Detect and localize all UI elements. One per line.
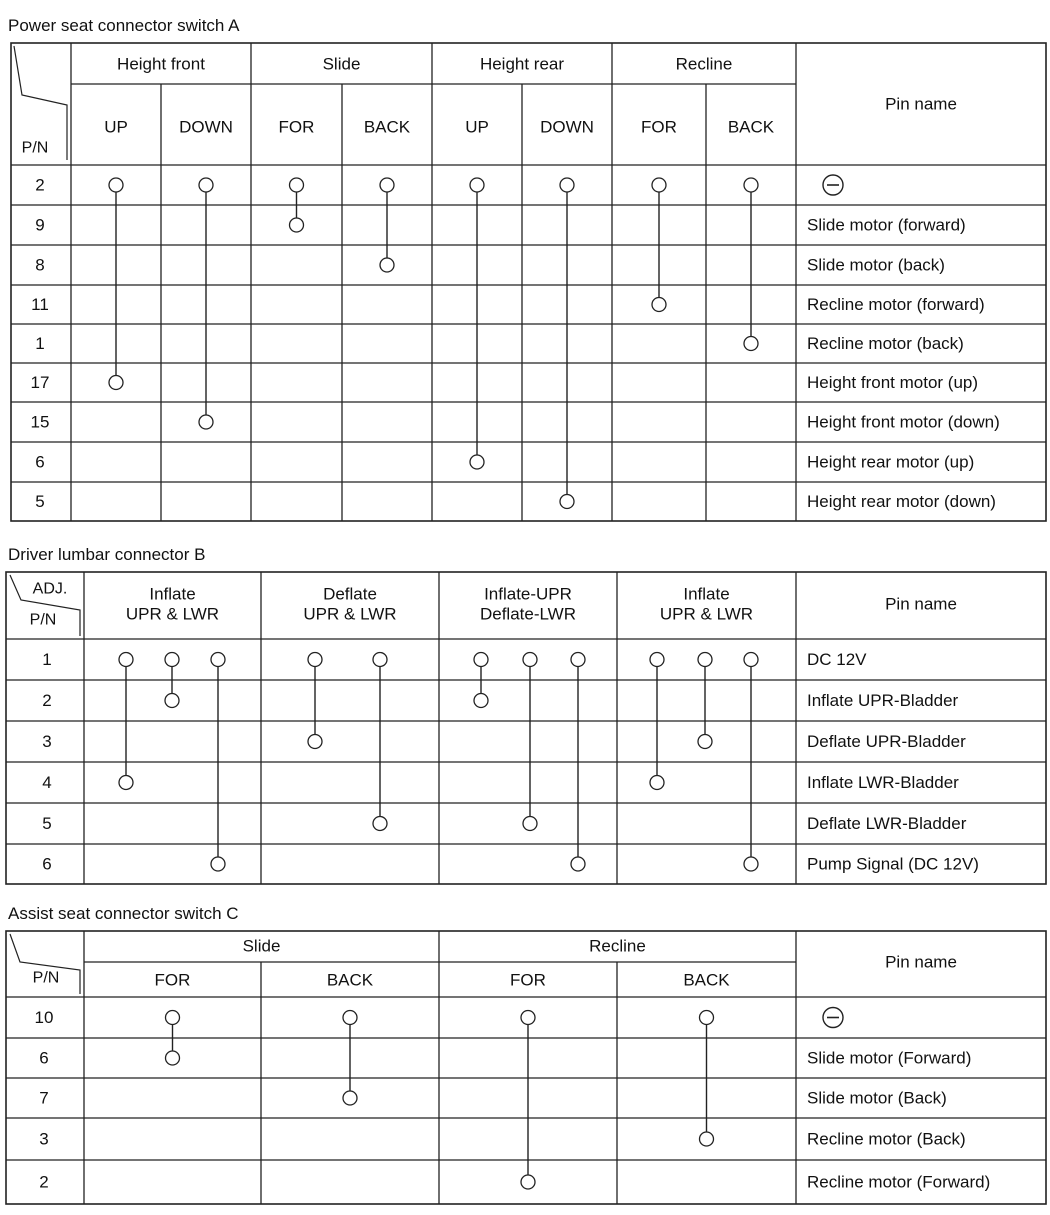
table-c-group-header: Recline bbox=[589, 936, 646, 956]
table-b-terminal-circle bbox=[308, 735, 322, 749]
table-a-pin-name: Recline motor (back) bbox=[807, 334, 964, 353]
table-b-terminal-circle bbox=[308, 653, 322, 667]
table-b-terminal-circle bbox=[165, 694, 179, 708]
table-c-pin-number: 7 bbox=[39, 1088, 49, 1108]
table-c-pin-name: Slide motor (Back) bbox=[807, 1088, 947, 1108]
table-b-terminal-circle bbox=[698, 735, 712, 749]
table-c-terminal-circle bbox=[521, 1011, 535, 1025]
table-c-column-header: FOR bbox=[510, 970, 546, 990]
table-a-terminal-circle bbox=[109, 376, 123, 390]
table-b-group-header-line2: UPR & LWR bbox=[125, 604, 220, 624]
table-a-terminal-circle bbox=[109, 178, 123, 192]
table-a-pin-number: 17 bbox=[30, 373, 50, 392]
table-a-terminal-circle bbox=[199, 178, 213, 192]
table-b-pin-name: Inflate LWR-Bladder bbox=[807, 773, 959, 792]
table-a-pin-name: Slide motor (forward) bbox=[807, 215, 966, 235]
table-a-caption: Power seat connector switch A bbox=[8, 16, 240, 35]
table-a-pin-number: 2 bbox=[35, 175, 45, 195]
table-c-pin-name-header: Pin name bbox=[885, 952, 957, 972]
table-b-terminal-circle bbox=[523, 653, 537, 667]
table-a-pin-name: Height front motor (down) bbox=[807, 412, 1000, 432]
table-b-group-header-line1: Inflate-UPR bbox=[484, 584, 572, 604]
table-c-group-header: Slide bbox=[242, 936, 281, 956]
table-b-pin-number: 5 bbox=[42, 814, 52, 833]
table-a-terminal-circle bbox=[199, 415, 213, 429]
table-b-group-header-line1: Inflate bbox=[149, 584, 196, 604]
table-b-group-header-line2: UPR & LWR bbox=[303, 604, 397, 624]
table-b-pin-number: 6 bbox=[42, 854, 52, 874]
table-c-pin-number: 10 bbox=[34, 1008, 54, 1027]
table-c-terminal-circle bbox=[166, 1011, 180, 1025]
table-b-terminal-circle bbox=[523, 817, 537, 831]
table-b-caption: Driver lumbar connector B bbox=[8, 545, 206, 564]
table-a-group-header: Slide bbox=[322, 54, 361, 74]
table-b-pin-name: DC 12V bbox=[807, 650, 867, 669]
table-b-terminal-circle bbox=[698, 653, 712, 667]
table-c-terminal-circle bbox=[700, 1011, 714, 1025]
table-c-terminal-circle bbox=[343, 1091, 357, 1105]
table-c-corner-label: P/N bbox=[32, 969, 60, 987]
table-c-terminal-circle bbox=[343, 1011, 357, 1025]
table-a-column-header: DOWN bbox=[179, 117, 233, 137]
table-a-terminal-circle bbox=[744, 178, 758, 192]
table-c-pin-number: 2 bbox=[39, 1172, 49, 1192]
table-b-terminal-circle bbox=[165, 653, 179, 667]
table-b-terminal-circle bbox=[474, 694, 488, 708]
table-a-group-header: Recline bbox=[675, 54, 733, 74]
table-c-pin-name: Slide motor (Forward) bbox=[807, 1048, 972, 1068]
table-b-pin-number: 4 bbox=[42, 773, 52, 792]
table-c-column-header: BACK bbox=[683, 970, 730, 990]
table-c-pin-number: 3 bbox=[39, 1129, 49, 1149]
table-c-pin-name: Recline motor (Forward) bbox=[807, 1172, 991, 1192]
table-b-pin-name: Pump Signal (DC 12V) bbox=[807, 854, 979, 874]
table-b-pin-number: 3 bbox=[42, 732, 52, 751]
table-b-pin-name-header: Pin name bbox=[885, 594, 957, 614]
table-a-terminal-circle bbox=[380, 178, 394, 192]
table-b-terminal-circle bbox=[474, 653, 488, 667]
table-b-group-header-line2: UPR & LWR bbox=[659, 604, 754, 624]
table-a-terminal-circle bbox=[470, 455, 484, 469]
table-a-group-header: Height front bbox=[117, 54, 205, 74]
table-a-terminal-circle bbox=[290, 218, 304, 232]
table-b-terminal-circle bbox=[211, 653, 225, 667]
table-b-terminal-circle bbox=[119, 653, 133, 667]
table-b-terminal-circle bbox=[211, 857, 225, 871]
table-a-pin-name: Height rear motor (up) bbox=[807, 452, 975, 472]
table-a-pin-number: 8 bbox=[35, 255, 45, 275]
table-b-terminal-circle bbox=[571, 857, 585, 871]
table-c-pin-number: 6 bbox=[39, 1048, 49, 1068]
table-b-terminal-circle bbox=[744, 857, 758, 871]
table-a-pin-number: 11 bbox=[31, 295, 49, 314]
table-a-pin-name: Height rear motor (down) bbox=[807, 492, 996, 511]
table-b-terminal-circle bbox=[571, 653, 585, 667]
table-a-corner-label: P/N bbox=[21, 139, 49, 157]
table-c-terminal-circle bbox=[166, 1051, 180, 1065]
table-c-terminal-circle bbox=[521, 1175, 535, 1189]
table-c-column-header: FOR bbox=[154, 970, 191, 990]
table-a-pin-name: Recline motor (forward) bbox=[807, 295, 985, 314]
table-a-column-header: FOR bbox=[278, 117, 315, 137]
table-c-pin-name: Recline motor (Back) bbox=[807, 1129, 966, 1149]
table-b-pin-name: Inflate UPR-Bladder bbox=[807, 691, 959, 710]
table-a-column-header: UP bbox=[465, 117, 489, 137]
table-a-pin-number: 5 bbox=[35, 492, 45, 511]
table-a-terminal-circle bbox=[380, 258, 394, 272]
table-b-terminal-circle bbox=[650, 776, 664, 790]
table-a-pin-number: 6 bbox=[35, 452, 45, 472]
table-c-caption: Assist seat connector switch C bbox=[8, 904, 239, 923]
table-a-terminal-circle bbox=[652, 298, 666, 312]
table-a-pin-number: 9 bbox=[35, 215, 45, 235]
table-a-terminal-circle bbox=[560, 178, 574, 192]
table-c-column-header: BACK bbox=[326, 970, 374, 990]
table-a-terminal-circle bbox=[560, 495, 574, 509]
table-b-terminal-circle bbox=[119, 776, 133, 790]
table-a-pin-name: Slide motor (back) bbox=[807, 255, 945, 275]
table-a-column-header: FOR bbox=[641, 117, 677, 137]
table-a-terminal-circle bbox=[290, 178, 304, 192]
table-b-pin-number: 1 bbox=[42, 650, 52, 669]
table-a-pin-number: 1 bbox=[35, 334, 45, 353]
table-b-terminal-circle bbox=[373, 817, 387, 831]
table-b-group-header-line1: Inflate bbox=[683, 584, 730, 604]
table-a-group-header: Height rear bbox=[479, 54, 565, 74]
table-a-terminal-circle bbox=[744, 337, 758, 351]
table-c-terminal-circle bbox=[700, 1132, 714, 1146]
table-b-pin-name: Deflate UPR-Bladder bbox=[807, 732, 966, 751]
minus-circle-icon bbox=[823, 175, 843, 195]
table-b-group-header-line2: Deflate-LWR bbox=[479, 604, 577, 624]
table-a-column-header: BACK bbox=[727, 117, 775, 137]
table-b-corner-label-top: ADJ. bbox=[32, 580, 68, 598]
table-b-corner-label: P/N bbox=[29, 611, 57, 629]
table-b-terminal-circle bbox=[650, 653, 664, 667]
table-b-group-header-line1: Deflate bbox=[323, 584, 377, 604]
table-b-terminal-circle bbox=[744, 653, 758, 667]
table-b-terminal-circle bbox=[373, 653, 387, 667]
table-b-pin-number: 2 bbox=[42, 691, 52, 710]
minus-circle-icon bbox=[823, 1008, 843, 1028]
table-a-table-border bbox=[11, 43, 1046, 521]
table-a-pin-name-header: Pin name bbox=[885, 94, 957, 114]
table-a-column-header: UP bbox=[104, 117, 128, 137]
table-a-terminal-circle bbox=[652, 178, 666, 192]
table-a-terminal-circle bbox=[470, 178, 484, 192]
table-a-pin-number: 15 bbox=[30, 412, 50, 432]
table-a-column-header: BACK bbox=[363, 117, 411, 137]
table-b-pin-name: Deflate LWR-Bladder bbox=[807, 814, 967, 833]
table-a-column-header: DOWN bbox=[540, 117, 594, 137]
table-a-pin-name: Height front motor (up) bbox=[807, 373, 979, 392]
